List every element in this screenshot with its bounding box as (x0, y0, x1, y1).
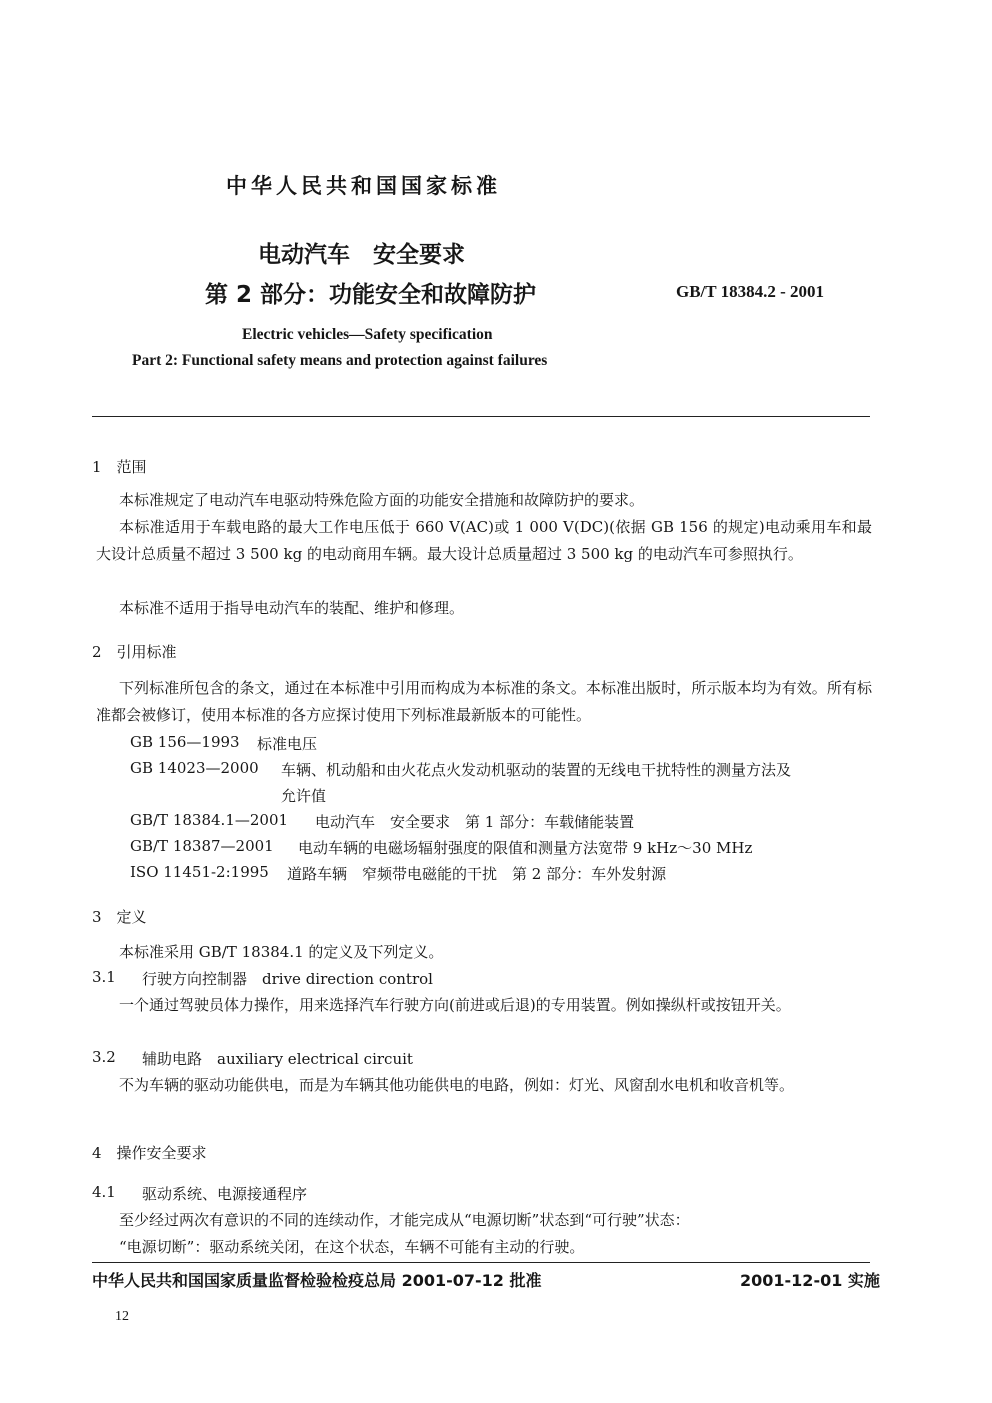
definition-3-2-text: 不为车辆的驱动功能供电，而是为车辆其他功能供电的电路，例如：灯光、风窗刮水电机和收音机等。 (119, 1076, 795, 1094)
header-divider (92, 416, 870, 417)
reference-code: GB/T 18384.1—2001 (130, 811, 289, 829)
section-2-heading: 2 引用标准 (92, 643, 177, 661)
reference-title: 道路车辆 窄频带电磁能的干扰 第 2 部分：车外发射源 (287, 865, 667, 883)
implementation-date: 2001-12-01 实施 (740, 1271, 880, 1290)
definition-3-1-term: 行驶方向控制器 drive direction control (142, 970, 433, 988)
section-4-heading: 4 操作安全要求 (92, 1144, 207, 1162)
section-4-paragraph-2: “电源切断”：驱动系统关闭，在这个状态，车辆不可能有主动的行驶。 (119, 1238, 585, 1256)
section-4-paragraph-1: 至少经过两次有意识的不同的连续动作，才能完成从“电源切断”状态到“可行驶”状态： (119, 1211, 690, 1229)
national-standard-title: 中华人民共和国国家标准 (226, 174, 501, 198)
page-number: 12 (115, 1309, 129, 1324)
subsection-4-1-number: 4.1 (92, 1183, 116, 1201)
english-title-line1: Electric vehicles—Safety specification (242, 326, 493, 343)
reference-code: GB/T 18387—2001 (130, 837, 274, 855)
definition-3-2-term: 辅助电路 auxiliary electrical circuit (142, 1050, 413, 1068)
subsection-4-1-title: 驱动系统、电源接通程序 (142, 1185, 308, 1203)
reference-title: 车辆、机动船和由火花点火发动机驱动的装置的无线电干扰特性的测量方法及 (281, 761, 792, 779)
reference-title: 电动汽车 安全要求 第 1 部分：车载储能装置 (315, 813, 635, 831)
definition-3-1-text: 一个通过驾驶员体力操作，用来选择汽车行驶方向(前进或后退)的专用装置。例如操纵杆或按钮开关。 (119, 996, 791, 1014)
section-1-paragraph-3: 本标准不适用于指导电动汽车的装配、维护和修理。 (119, 599, 465, 617)
definition-3-1-number: 3.1 (92, 968, 116, 986)
english-title-line2: Part 2: Functional safety means and protection against failures (132, 352, 548, 369)
section-3-paragraph-1: 本标准采用 GB/T 18384.1 的定义及下列定义。 (119, 943, 444, 961)
approval-line: 中华人民共和国国家质量监督检验检疫总局 2001-07-12 批准 (92, 1271, 542, 1290)
definition-3-2-number: 3.2 (92, 1048, 116, 1066)
section-1-paragraph-1: 本标准规定了电动汽车电驱动特殊危险方面的功能安全措施和故障防护的要求。 (119, 491, 645, 509)
reference-code: GB 156—1993 (130, 733, 240, 751)
document-title-line1: 电动汽车 安全要求 (258, 242, 465, 268)
reference-code: ISO 11451-2:1995 (130, 863, 269, 881)
reference-title: 电动车辆的电磁场辐射强度的限值和测量方法宽带 9 kHz～30 MHz (298, 839, 753, 857)
section-1-paragraph-2: 本标准适用于车载电路的最大工作电压低于 660 V(AC)或 1 000 V(DC)(依据 GB 156 的规定)电动乘用车和最大设计总质量不超过 3 500 kg 的电动商用车辆。最大设计总质量超过 3 500 kg 的电动汽车可参照执行。 (96, 518, 872, 563)
reference-title-continued: 允许值 (281, 787, 327, 805)
standard-code: GB/T 18384.2 - 2001 (676, 282, 824, 301)
section-3-heading: 3 定义 (92, 908, 147, 926)
section-2-paragraph-1: 下列标准所包含的条文，通过在本标准中引用而构成为本标准的条文。本标准出版时，所示版本均为有效。所有标准都会被修订，使用本标准的各方应探讨使用下列标准最新版本的可能性。 (96, 679, 872, 724)
footer-divider (92, 1262, 870, 1263)
reference-title: 标准电压 (257, 735, 318, 753)
document-title-line2: 第 2 部分：功能安全和故障防护 (205, 282, 537, 308)
section-1-heading: 1 范围 (92, 458, 147, 476)
reference-code: GB 14023—2000 (130, 759, 259, 777)
